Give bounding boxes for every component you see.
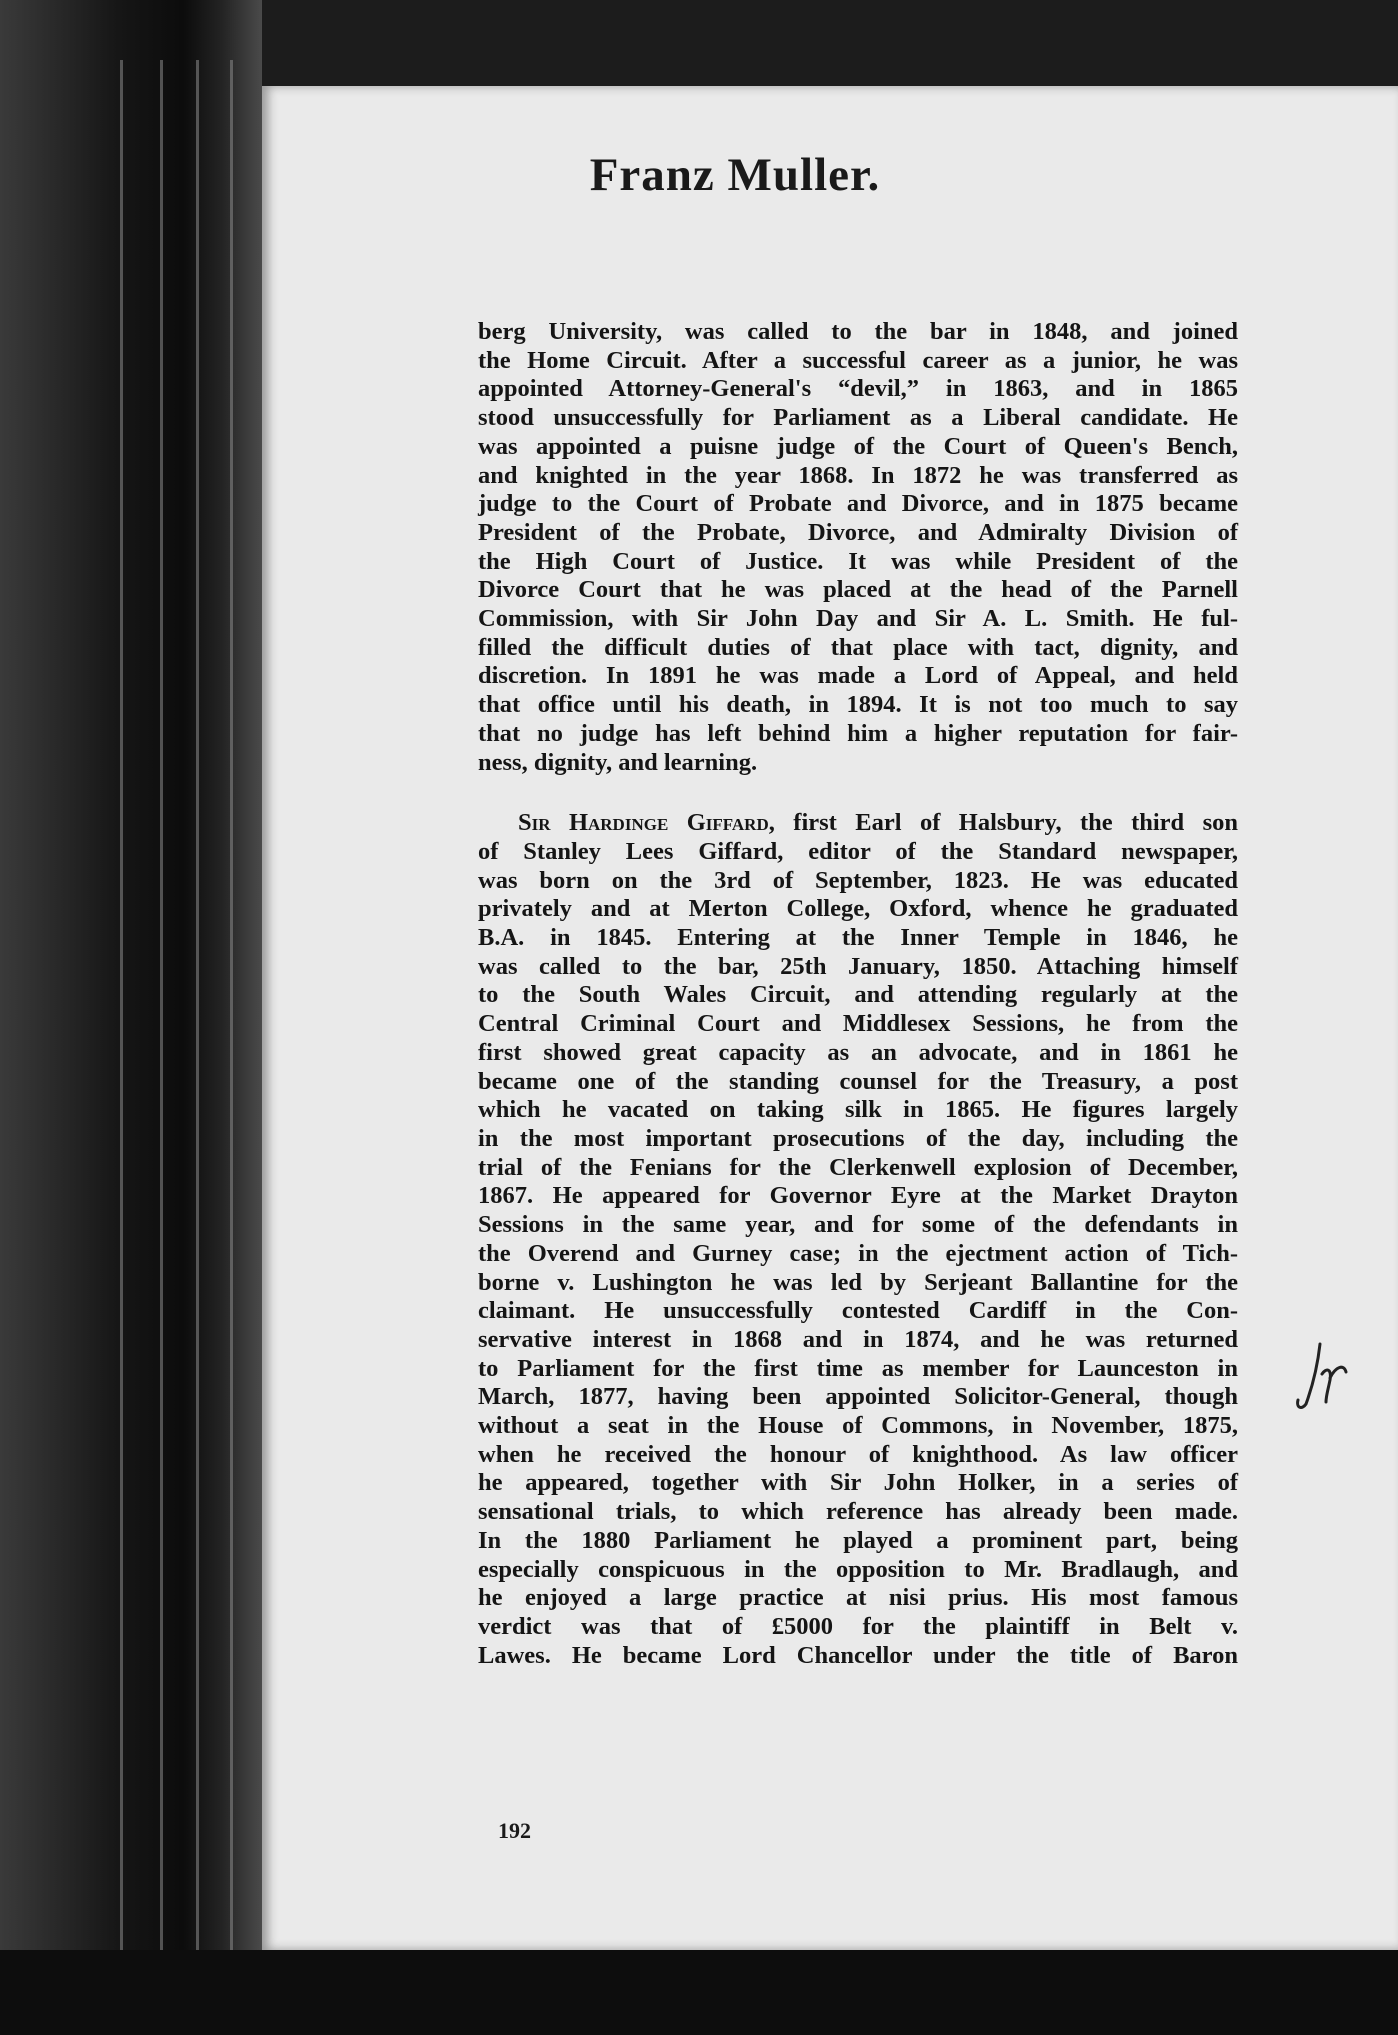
text-line: that office until his death, in 1894. It is not too much to say: [478, 691, 1238, 719]
text-line: first showed great capacity as an advocate, and in 1861 he: [478, 1038, 1238, 1066]
text-line: was called to the bar, 25th January, 1850. Attaching himself: [478, 952, 1238, 980]
text-line: ness, dignity, and learning.: [478, 748, 758, 776]
page-edge-line: [120, 60, 123, 1950]
text-line: trial of the Fenians for the Clerkenwell explosion of December,: [478, 1153, 1238, 1181]
text-line: in the most important prosecutions of the day, including the: [478, 1124, 1238, 1152]
text-line: to Parliament for the first time as member for Launceston in: [478, 1354, 1238, 1382]
text-line: he enjoyed a large practice at nisi prius. His most famous: [478, 1584, 1238, 1612]
text-line: B.A. in 1845. Entering at the Inner Temple in 1846, he: [478, 924, 1238, 952]
text-line: the High Court of Justice. It was while President of the: [478, 547, 1238, 575]
scan-binding-shadow: [0, 0, 262, 2035]
page-edge-line: [196, 60, 199, 1950]
text-line: verdict was that of £5000 for the plaintiff in Belt v.: [478, 1612, 1238, 1640]
text-line: especially conspicuous in the opposition to Mr. Bradlaugh, and: [478, 1555, 1238, 1583]
text-line: to the South Wales Circuit, and attending regularly at the: [478, 981, 1238, 1009]
text-line: that no judge has left behind him a higher reputation for fair-: [478, 719, 1238, 747]
text-line: was appointed a puisne judge of the Court of Queen's Bench,: [478, 432, 1238, 460]
text-line: March, 1877, having been appointed Solicitor-General, though: [478, 1383, 1238, 1411]
page-title: Franz Muller.: [589, 149, 881, 201]
text-line: which he vacated on taking silk in 1865. He figures largely: [478, 1096, 1238, 1124]
text-line: borne v. Lushington he was led by Serjeant Ballantine for the: [478, 1268, 1238, 1296]
person-name-lead: Sir Hardinge Giffard,: [518, 809, 775, 837]
text-line: sensational trials, to which reference has already been made.: [478, 1498, 1238, 1526]
text-line: was born on the 3rd of September, 1823. He was educated: [478, 866, 1238, 894]
text-line: Commission, with Sir John Day and Sir A. L. Smith. He ful-: [478, 605, 1238, 633]
text-line: 1867. He appeared for Governor Eyre at the Market Drayton: [478, 1182, 1238, 1210]
text-line: and knighted in the year 1868. In 1872 he was transferred as: [478, 461, 1238, 489]
text-line: claimant. He unsuccessfully contested Cardiff in the Con-: [478, 1297, 1238, 1325]
page-edge-line: [160, 60, 163, 1950]
text-line: filled the difficult duties of that place with tact, dignity, and: [478, 633, 1238, 661]
handwritten-margin-mark: [1292, 1338, 1352, 1418]
text-line: appointed Attorney-General's “devil,” in 1863, and in 1865: [478, 375, 1238, 403]
text-line: Lawes. He became Lord Chancellor under the title of Baron: [478, 1641, 1238, 1669]
text-line: discretion. In 1891 he was made a Lord of Appeal, and held: [478, 662, 1238, 690]
body-text: [478, 318, 1238, 1670]
text-line: he appeared, together with Sir John Holker, in a series of: [478, 1469, 1238, 1497]
text-line: the Overend and Gurney case; in the ejectment action of Tich-: [478, 1239, 1238, 1267]
text-line: when he received the honour of knighthood. As law officer: [478, 1440, 1238, 1468]
page-edge-line: [230, 60, 233, 1950]
text-line: first Earl of Halsbury, the third son: [774, 809, 1239, 837]
text-line: stood unsuccessfully for Parliament as a Liberal candidate. He: [478, 404, 1238, 432]
text-line: Sessions in the same year, and for some of the defendants in: [478, 1211, 1238, 1239]
text-line: In the 1880 Parliament he played a prominent part, being: [478, 1526, 1238, 1554]
text-line: the Home Circuit. After a successful career as a junior, he was: [478, 346, 1238, 374]
text-line: judge to the Court of Probate and Divorce, and in 1875 became: [478, 490, 1238, 518]
text-line: became one of the standing counsel for the Treasury, a post: [478, 1067, 1238, 1095]
text-line: without a seat in the House of Commons, in November, 1875,: [478, 1412, 1238, 1440]
text-line: berg University, was called to the bar in 1848, and joined: [478, 318, 1238, 345]
text-line: Central Criminal Court and Middlesex Sessions, he from the: [478, 1010, 1238, 1038]
paragraph-2: [478, 809, 1238, 1670]
paragraph-1: [478, 318, 1238, 777]
text-line-lead: [478, 809, 1238, 838]
text-line: of Stanley Lees Giffard, editor of the Standard newspaper,: [478, 837, 1238, 865]
page-number: 192: [498, 1818, 531, 1843]
text-line: Divorce Court that he was placed at the head of the Parnell: [478, 576, 1238, 604]
text-line: privately and at Merton College, Oxford, whence he graduated: [478, 895, 1238, 923]
text-line: President of the Probate, Divorce, and Admiralty Division of: [478, 518, 1238, 546]
scan-bottom-shadow: [0, 1950, 1398, 2035]
text-line: servative interest in 1868 and in 1874, and he was returned: [478, 1325, 1238, 1353]
